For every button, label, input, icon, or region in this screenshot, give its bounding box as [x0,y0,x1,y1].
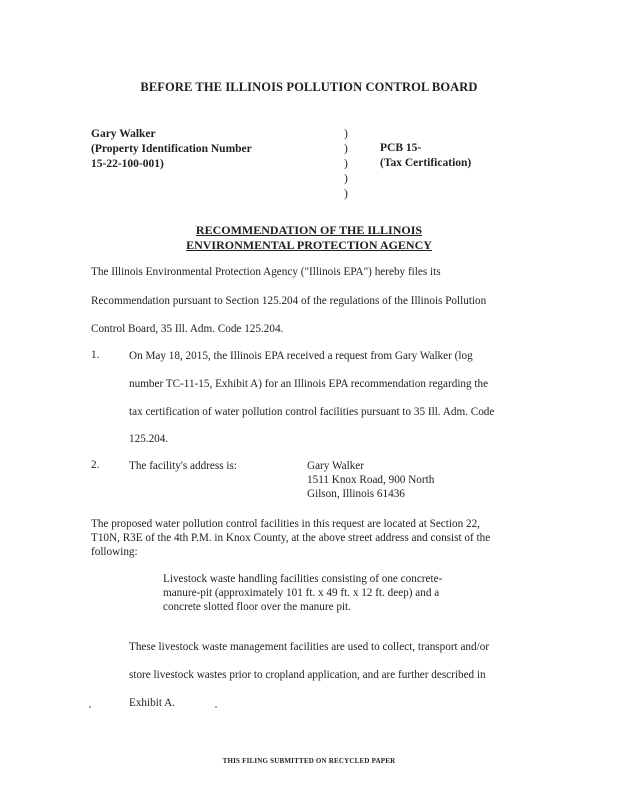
paren: ) [344,143,348,155]
address-line-2: 1511 Knox Road, 900 North [307,474,435,486]
item-1-line-1: On May 18, 2015, the Illinois EPA received a request from Gary Walker (log [129,350,473,362]
facility-address [307,459,434,501]
item-1-line-2: number TC-11-15, Exhibit A) for an Illinois EPA recommendation regarding the [129,378,489,390]
item-1-number: 1. [91,349,100,361]
caption-case [380,141,471,171]
location-line-1: The proposed water pollution control facilities in this request are located at Section 22, [91,518,480,530]
property-id-number: 15-22-100-001) [91,158,164,170]
item-2-number: 2. [91,459,100,471]
item-1-line-3: tax certification of water pollution control facilities pursuant to 35 Ill. Adm. Code [129,406,495,418]
location-paragraph [91,517,490,559]
paren: ) [344,173,348,185]
location-line-2: T10N, R3E of the 4th P.M. in Knox County, at the above street address and consist of the [91,532,491,544]
facility-description [163,572,442,614]
address-line-1: Gary Walker [307,460,364,472]
case-number: PCB 15- [380,142,422,154]
footer-recycled-paper: THIS FILING SUBMITTED ON RECYCLED PAPER [222,757,396,765]
description-line-2: manure-pit (approximately 101 ft. x 49 ft. x 12 ft. deep) and a [163,587,440,599]
address-line-3: Gilson, Illinois 61436 [307,488,405,500]
usage-line-2: store livestock wastes prior to cropland application, and are further described in [129,669,486,681]
intro-line-2: Recommendation pursuant to Section 125.204 of the regulations of the Illinois Pollution [91,295,487,307]
scan-speck [215,706,217,708]
usage-line-3: Exhibit A. [129,697,175,709]
property-id-label: (Property Identification Number [91,143,252,155]
location-line-3: following: [91,546,138,558]
caption-parens [344,127,348,202]
item-1-line-4: 125.204. [129,433,169,445]
paren: ) [344,158,348,170]
party-name: Gary Walker [91,128,156,140]
usage-line-1: These livestock waste management facilities are used to collect, transport and/or [129,641,490,653]
recommendation-title [0,223,618,253]
scan-speck [89,706,91,708]
item-2-label: The facility's address is: [129,460,237,472]
board-title: BEFORE THE ILLINOIS POLLUTION CONTROL BOARD [140,80,478,94]
paren: ) [344,188,348,200]
case-type: (Tax Certification) [380,157,472,169]
intro-line-3: Control Board, 35 Ill. Adm. Code 125.204. [91,323,284,335]
description-line-1: Livestock waste handling facilities consisting of one concrete- [163,573,443,585]
caption-party [91,127,252,172]
recommendation-title-line-1: RECOMMENDATION OF THE ILLINOIS [195,223,423,237]
paren: ) [344,128,348,140]
recommendation-title-line-2: ENVIRONMENTAL PROTECTION AGENCY [186,238,432,252]
description-line-3: concrete slotted floor over the manure pit. [163,601,351,613]
intro-line-1: The Illinois Environmental Protection Agency ("Illinois EPA") hereby files its [91,266,441,278]
